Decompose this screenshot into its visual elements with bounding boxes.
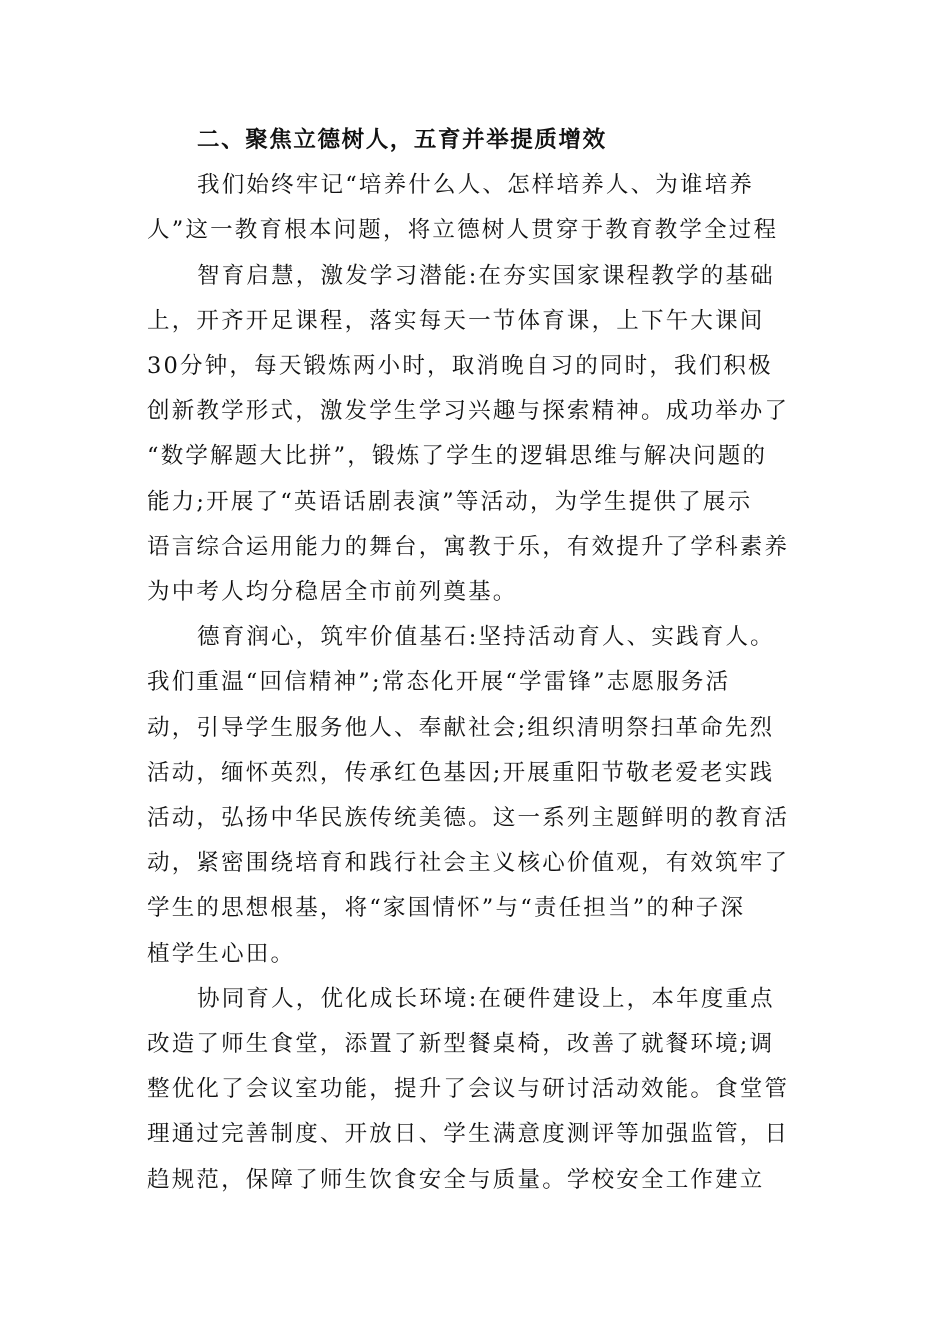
text-line: 趋规范，保障了师生饮食安全与质量。学校安全工作建立 xyxy=(147,1166,765,1193)
text-line: 德育润心，筑牢价值基石:坚持活动育人、实践育人。 xyxy=(197,624,775,651)
text-line: 协同育人，优化成长环境:在硬件建设上，本年度重点 xyxy=(197,985,775,1012)
text-line: 我们重温“回信精神”;常态化开展“学雷锋”志愿服务活 xyxy=(147,669,731,696)
text-line: 理通过完善制度、开放日、学生满意度测评等加强监管，日 xyxy=(147,1121,790,1148)
text-line: 植学生心田。 xyxy=(147,940,296,967)
text-line: 我们始终牢记“培养什么人、怎样培养人、为谁培养 xyxy=(197,172,755,199)
text-line: 30分钟，每天锻炼两小时，取消晚自习的同时，我们积极 xyxy=(147,353,773,380)
text-line: “数学解题大比拼”，锻炼了学生的逻辑思维与解决问题的 xyxy=(147,443,768,470)
text-line: 动，紧密围绕培育和践行社会主义核心价值观，有效筑牢了 xyxy=(147,850,790,877)
text-line: 上，开齐开足课程，落实每天一节体育课，上下午大课间 xyxy=(147,307,765,334)
text-line: 为中考人均分稳居全市前列奠基。 xyxy=(147,579,518,606)
text-line: 人”这一教育根本问题，将立德树人贯穿于教育教学全过程 xyxy=(147,217,779,244)
paragraph-intellectual-education xyxy=(147,254,809,616)
text-line: 能力;开展了“英语话剧表演”等活动，为学生提供了展示 xyxy=(147,488,753,515)
section-heading: 二、聚焦立德树人，五育并举提质增效 xyxy=(197,127,607,153)
document-body xyxy=(147,118,809,1203)
text-line: 语言综合运用能力的舞台，寓教于乐，有效提升了学科素养 xyxy=(147,533,790,560)
text-line: 活动，缅怀英烈，传承红色基因;开展重阳节敬老爱老实践 xyxy=(147,759,775,786)
paragraph-moral-education xyxy=(147,615,809,977)
text-line: 整优化了会议室功能，提升了会议与研讨活动效能。食堂管 xyxy=(147,1076,790,1103)
paragraph-intro xyxy=(147,163,809,253)
text-line: 改造了师生食堂，添置了新型餐桌椅，改善了就餐环境;调 xyxy=(147,1031,775,1058)
paragraph-collaborative-education xyxy=(147,977,809,1203)
text-line: 动，引导学生服务他人、奉献社会;组织清明祭扫革命先烈 xyxy=(147,714,775,741)
text-line: 活动，弘扬中华民族传统美德。这一系列主题鲜明的教育活 xyxy=(147,805,790,832)
text-line: 创新教学形式，激发学生学习兴趣与探索精神。成功举办了 xyxy=(147,398,790,425)
text-line: 智育启慧，激发学习潜能:在夯实国家课程教学的基础 xyxy=(197,262,775,289)
text-line: 学生的思想根基，将“家国情怀”与“责任担当”的种子深 xyxy=(147,895,746,922)
